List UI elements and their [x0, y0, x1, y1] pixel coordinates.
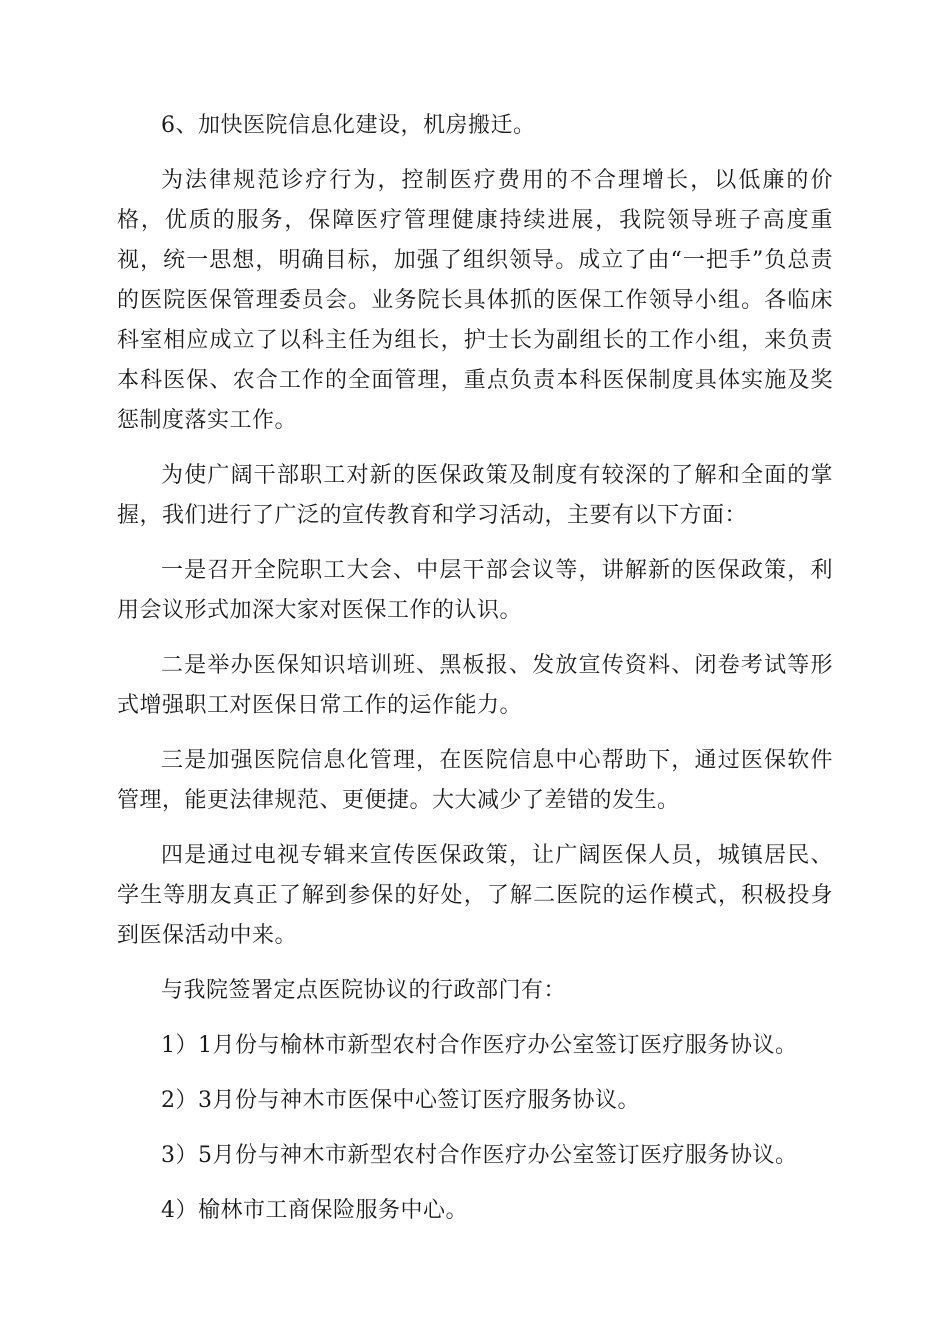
- list-item-agreement-1: 1）1月份与榆林市新型农村合作医疗办公室签订医疗服务协议。: [161, 1033, 798, 1058]
- paragraph-agreements-intro: 与我院签署定点医院协议的行政部门有：: [161, 978, 567, 1003]
- paragraph-publicity: 为使广阔干部职工对新的医保政策及制度有较深的了解和全面的掌握，我们进行了广泛的宣传教育和学习活动，主要有以下方面：: [117, 463, 833, 528]
- paragraph-item-6: 6、加快医院信息化建设，机房搬迁。: [161, 113, 536, 138]
- list-item-agreement-4: 4）榆林市工商保险服务中心。: [161, 1198, 468, 1223]
- paragraph-leadership: 为法律规范诊疗行为，控制医疗费用的不合理增长，以低廉的价格，优质的服务，保障医疗管理健康持续进展，我院领导班子高度重视，统一思想，明确目标，加强了组织领导。成立了由“一把手”负总责的医院医保管理委员会。业务院长具体抓的医保工作领导小组。各临床科室相应成立了以科主任为组长，护士长为副组长的工作小组，来负责本科医保、农合工作的全面管理，重点负责本科医保制度具体实施及奖惩制度落实工作。: [117, 168, 833, 433]
- document-body: [117, 106, 833, 1246]
- list-item-agreement-3: 3）5月份与神木市新型农村合作医疗办公室签订医疗服务协议。: [161, 1143, 798, 1168]
- paragraph-point-one: 一是召开全院职工大会、中层干部会议等，讲解新的医保政策，利用会议形式加深大家对医保工作的认识。: [117, 558, 833, 623]
- list-item-agreement-2: 2）3月份与神木市医保中心签订医疗服务协议。: [161, 1088, 640, 1113]
- paragraph-point-two: 二是举办医保知识培训班、黑板报、发放宣传资料、闭卷考试等形式增强职工对医保日常工作的运作能力。: [117, 653, 833, 718]
- paragraph-point-three: 三是加强医院信息化管理，在医院信息中心帮助下，通过医保软件管理，能更法律规范、更便捷。大大减少了差错的发生。: [117, 748, 833, 813]
- paragraph-point-four: 四是通过电视专辑来宣传医保政策，让广阔医保人员，城镇居民、学生等朋友真正了解到参保的好处，了解二医院的运作模式，积极投身到医保活动中来。: [117, 843, 833, 948]
